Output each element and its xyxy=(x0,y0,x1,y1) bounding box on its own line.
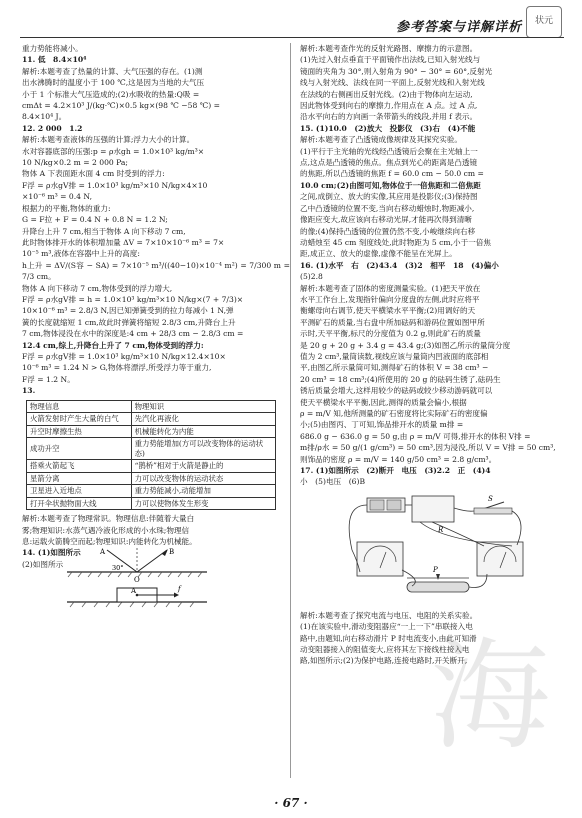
text-line: 之间,成倒立、放大的实像,其应用是投影仪;(3)保持图 xyxy=(300,192,478,202)
table-cell: 机械能转化为内能 xyxy=(131,425,275,438)
text-line: 解析:本题考查了凸透镜成像规律及其探究实验。 xyxy=(300,135,463,145)
text-line: 水对容器底部的压强:p = ρ水gh = 1.0×10³ kg/m³× xyxy=(22,146,205,156)
text-line: 重力势能将减小。 xyxy=(22,44,83,53)
text-line: m排/ρ水 = 50 g/(1 g/cm³) = 50 cm³,因为浸没,所以 V = V排 = 50 cm³, xyxy=(300,443,556,453)
text-line: 小 (5)电压 (6)B xyxy=(300,477,366,487)
text-line: 水平工作台上,发现指针偏向分度盘的左侧,此时应将平 xyxy=(300,294,480,304)
table-row xyxy=(27,472,276,485)
answer-table xyxy=(26,400,276,511)
table-cell: 升空时摩擦生热 xyxy=(27,425,132,438)
text-line: 值为 2 cm³,量筒读数,视线应该与量筒内凹液面的底部相 xyxy=(300,351,489,361)
table-cell: 打开伞状抛物面大线 xyxy=(27,497,132,510)
text-line: 根据力的平衡,物体的重力: xyxy=(22,203,111,213)
text-line: 使天平横梁水平平衡,因此,测得的质量会偏小,根据 xyxy=(300,397,467,407)
text-line: (5)2.8 xyxy=(300,272,323,282)
column-divider xyxy=(290,43,291,778)
table-row xyxy=(27,425,276,438)
left-text-block xyxy=(22,43,290,397)
text-line: 小于 1 个标准大气压造成的;(2)水吸收的热量:Q吸 = xyxy=(22,89,200,99)
text-line: 雾;物理知识:水蒸气遇冷液化形成的小水珠;物理信 xyxy=(22,525,190,535)
text-line: 乙中凸透镜的位置不变,当向右移动蜡烛时,物距减小, xyxy=(300,203,475,213)
text-line: 10 N/kg×0.2 m = 2 000 Pa; xyxy=(22,158,128,168)
text-line: 的像;(4)保持凸透镜的位置仍然不变,小峻继续向右移 xyxy=(300,226,476,236)
text-line: 路中,由题知,向右移动滑片 P 时电流变小,由此可知滑 xyxy=(300,633,477,643)
text-line: 解析:本题考查了固体的密度测量实验。(1)把天平放在 xyxy=(300,283,481,293)
text-line: ρ = m/V 知,他所测量的矿石密度将比实际矿石的密度偏 xyxy=(300,409,488,418)
text-line: 13. xyxy=(22,386,36,396)
text-line: 解析:本题考查作光的反射光路图、摩擦力的示意图。 xyxy=(300,44,478,53)
fig1-label-a: A xyxy=(100,548,106,557)
text-line: 线与入射光线、法线在同一平面上,反射光线和入射光线 xyxy=(300,78,485,88)
text-line: (2)如图所示 xyxy=(22,559,64,569)
text-line: 物体 A 下表面距水面 4 cm 时受到的浮力: xyxy=(22,169,165,179)
text-line: 在法线的右侧画出反射光线。(2)由于物体向左运动, xyxy=(300,89,473,99)
text-line: 动蜡烛至 45 cm 刻度线处,此时物距为 5 cm,小于一倍焦 xyxy=(300,237,491,247)
table-cell: 成功升空 xyxy=(27,438,132,460)
header-divider xyxy=(20,37,564,38)
text-line: 解析:本题考查了物理常识。物理信息:伴随着大量白 xyxy=(22,514,195,524)
text-line: 14. (1)如图所示 xyxy=(22,548,81,558)
table-row xyxy=(27,413,276,426)
fig1-label-b: B xyxy=(169,548,175,557)
friction-diagram xyxy=(62,580,212,610)
table-cell: 先汽化再液化 xyxy=(131,413,275,426)
circuit-diagram xyxy=(312,490,552,608)
text-line: 解析:本题考查了探究电流与电压、电阻的关系实验。 xyxy=(300,610,478,620)
text-line: cmΔt = 4.2×10³ J/(kg·℃)×0.5 kg×(98 ℃ −58 ℃) = xyxy=(22,101,220,111)
text-line: 则饰品的密度 ρ = m/V = 140 g/50 cm³ = 2.8 g/cm³。 xyxy=(300,454,497,464)
text-line: (1)先过入射点垂直于平面镜作出法线,已知入射光线与 xyxy=(300,55,481,65)
text-line: 因此物体受到向右的摩擦力,作用点在 A 点。过 A 点, xyxy=(300,101,478,111)
table-cell: 火箭发射时产生大量的白气 xyxy=(27,413,132,426)
text-line: 15. (1)10.0 (2)放大 投影仪 (3)右 (4)不能 xyxy=(300,123,476,133)
text-line: 16. (1)水平 右 (2)43.4 (3)2 相平 18 (4)偏小 xyxy=(300,260,499,270)
text-line: 衡螺母向右调节,使天平横梁水平平衡;(2)用调好的天 xyxy=(300,306,476,316)
text-line: (1)在该实验中,滑动变阻器应“一上一下”串联接入电 xyxy=(300,622,473,632)
text-line: 8.4×10⁴ J。 xyxy=(22,112,67,122)
table-cell: 重力势能增加(方可以改变物体的运动状态) xyxy=(131,438,275,460)
circuit-label-p: P xyxy=(433,565,438,574)
fig2-label-f: f xyxy=(178,585,181,594)
header-title: 参考答案与详解详析 xyxy=(395,20,522,35)
logo-icon: 状元 xyxy=(526,6,562,38)
circuit-label-s: S xyxy=(488,494,493,503)
text-line: 动变阻器接入的阻值变大,应将其左下接线柱接入电 xyxy=(300,645,470,655)
text-line: 升降台上升 7 cm,相当于物体 A 向下移动 7 cm, xyxy=(22,226,186,236)
text-line: 10⁻⁵ m³,液体在容器中上升的高度: xyxy=(22,249,140,259)
table-row xyxy=(27,400,276,413)
table-header-cell: 物理信息 xyxy=(27,400,132,413)
text-line: F浮 = ρ水gV排 = h = 1.0×10³ kg/m³×10 N/kg×(7 + 7/3)× xyxy=(22,294,244,304)
table-row xyxy=(27,438,276,460)
text-line: 距,成正立、放大的虚像,虚像不能呈在光屏上。 xyxy=(300,249,457,259)
text-line: 10⁻⁶ m³ = 1.24 N > G,物体将漂浮,所受浮力等于重力, xyxy=(22,363,212,373)
text-line: F浮 = ρ水gV排 = 1.0×10³ kg/m³×10 N/kg×4×10 xyxy=(22,180,208,190)
text-line: 锈后质量会增大,这样用较少的砝码或较少移动游码就可以 xyxy=(300,386,493,396)
text-line: 686.0 g − 636.0 g = 50 g,由 ρ = m/V 可得,排开水的体积 V排 = xyxy=(300,431,531,441)
text-line: 沿水平向右的方向画一条带箭头的线段,并用 f 表示。 xyxy=(300,112,478,122)
text-line: 17. (1)如图所示 (2)断开 电压 (3)2.2 正 (4)4 xyxy=(300,466,491,476)
text-line: 平,由图乙所示量筒可知,测得矿石的体积 V = 38 cm³ − xyxy=(300,363,489,373)
text-line: 10×10⁻⁶ m³ = 2.8/3 N,因已知弹簧受到的拉力每减小 1 N,弹 xyxy=(22,306,234,316)
text-line: 此时物体排开水的体积增加量 ΔV = 7×10×10⁻⁶ m³ = 7× xyxy=(22,237,225,247)
page-number: · 67 · xyxy=(274,796,308,810)
text-line: 的焦距,所以凸透镜的焦距 f = 60.0 cm − 50.0 cm = xyxy=(300,169,484,179)
table-cell: 卫星进入近地点 xyxy=(27,485,132,498)
text-line: h上升 = ΔV/(S容 − SA) = 7×10⁻⁵ m³/((40−10)×10⁻⁴ m²) = 7/300 m = 7/3 cm。 xyxy=(22,260,290,282)
page-header xyxy=(0,0,582,40)
circuit-label-r: R xyxy=(438,525,444,534)
table-cell: 星箭分离 xyxy=(27,472,132,485)
text-line: 解析:本题考查了热量的计算、大气压强的存在。(1)测 xyxy=(22,66,203,76)
text-line: 10.0 cm;(2)由图可知,物体位于一倍焦距和二倍焦距 xyxy=(300,180,481,190)
text-line: 路,如图所示;(2)为保护电路,连接电路时,开关断开, xyxy=(300,656,468,666)
table-cell: 力可以使物体发生形变 xyxy=(131,497,275,510)
text-line: 11. 低 8.4×10⁴ xyxy=(22,55,87,65)
table-cell: 力可以改变物体的运动状态 xyxy=(131,472,275,485)
table-row xyxy=(27,460,276,473)
text-line: 解析:本题考查液体的压强的计算;浮力大小的计算。 xyxy=(22,135,195,145)
text-line: 20 cm³ = 18 cm³;(4)所使用的 20 g 的砝码生锈了,砝码生 xyxy=(300,374,501,384)
fig1-angle: 30° xyxy=(112,564,124,573)
text-line: 示时,天平平衡,标尺的分度值为 0.2 g,则此矿石的质量 xyxy=(300,329,481,339)
left-column xyxy=(22,43,290,612)
text-line: 物体 A 向下移动 7 cm,物体受到的浮力增大, xyxy=(22,283,173,293)
text-line: F浮 = ρ水gV排 = 1.0×10³ kg/m³×10 N/kg×12.4×10× xyxy=(22,351,226,361)
text-line: 7 cm,物体浸没在水中的深度是:4 cm + 28/3 cm − 2.8/3 cm = xyxy=(22,329,244,339)
text-line: (1)平行于主光轴的光线经凸透镜后会聚在主光轴上一 xyxy=(300,146,478,156)
right-text-block-a xyxy=(300,43,564,488)
text-line: G = F拉 + F = 0.4 N + 0.8 N = 1.2 N; xyxy=(22,215,168,225)
text-line: ×10⁻⁶ m³ = 0.4 N, xyxy=(22,192,92,202)
text-line: 点,这点是凸透镜的焦点。焦点到光心的距离是凸透镜 xyxy=(300,158,478,168)
table-cell: 重力势能减小,动能增加 xyxy=(131,485,275,498)
text-line: 平测矿石的质量,当右盘中所加砝码和游码位置如图甲所 xyxy=(300,317,485,327)
text-line: 12. 2 000 1.2 xyxy=(22,123,83,133)
watermark-seal: 海 xyxy=(430,627,550,766)
table-cell: “鹊桥”相对于火箭是静止的 xyxy=(131,460,275,473)
text-line: F浮 = 1.2 N。 xyxy=(22,374,75,384)
fig1-label-o: O xyxy=(134,576,140,585)
text-line: 是 20 g + 20 g + 3.4 g = 43.4 g;(3)如图乙所示的量筒分度 xyxy=(300,340,511,350)
right-column xyxy=(300,43,564,667)
table-row xyxy=(27,485,276,498)
table-row xyxy=(27,497,276,510)
text-line: 息:运载火箭腾空而起;物理知识:内能转化为机械能。 xyxy=(22,536,197,546)
text-line: 12.4 cm,综上,升降台上升了 7 cm,物体受到的浮力: xyxy=(22,340,204,350)
fig2-label-a: A xyxy=(131,587,137,596)
text-line: 簧的长度就缩短 1 cm,故此时弹簧将缩短 2.8/3 cm,升降台上升 xyxy=(22,317,236,327)
table-cell: 搭乘火箭起飞 xyxy=(27,460,132,473)
text-line: 像距应变大,故应该向右移动光屏,才能再次得到清晰 xyxy=(300,215,472,225)
text-line: 小;(5)由图丙、丁可知,饰品排开水的质量 m排 = xyxy=(300,420,464,430)
text-line: 镜面的夹角为 30°,则入射角为 90° − 30° = 60°,反射光 xyxy=(300,66,493,76)
text-line: 出水沸腾时的温度小于 100 ℃,这是因为当地的大气压 xyxy=(22,78,205,88)
table-header-cell: 物理知识 xyxy=(131,400,275,413)
